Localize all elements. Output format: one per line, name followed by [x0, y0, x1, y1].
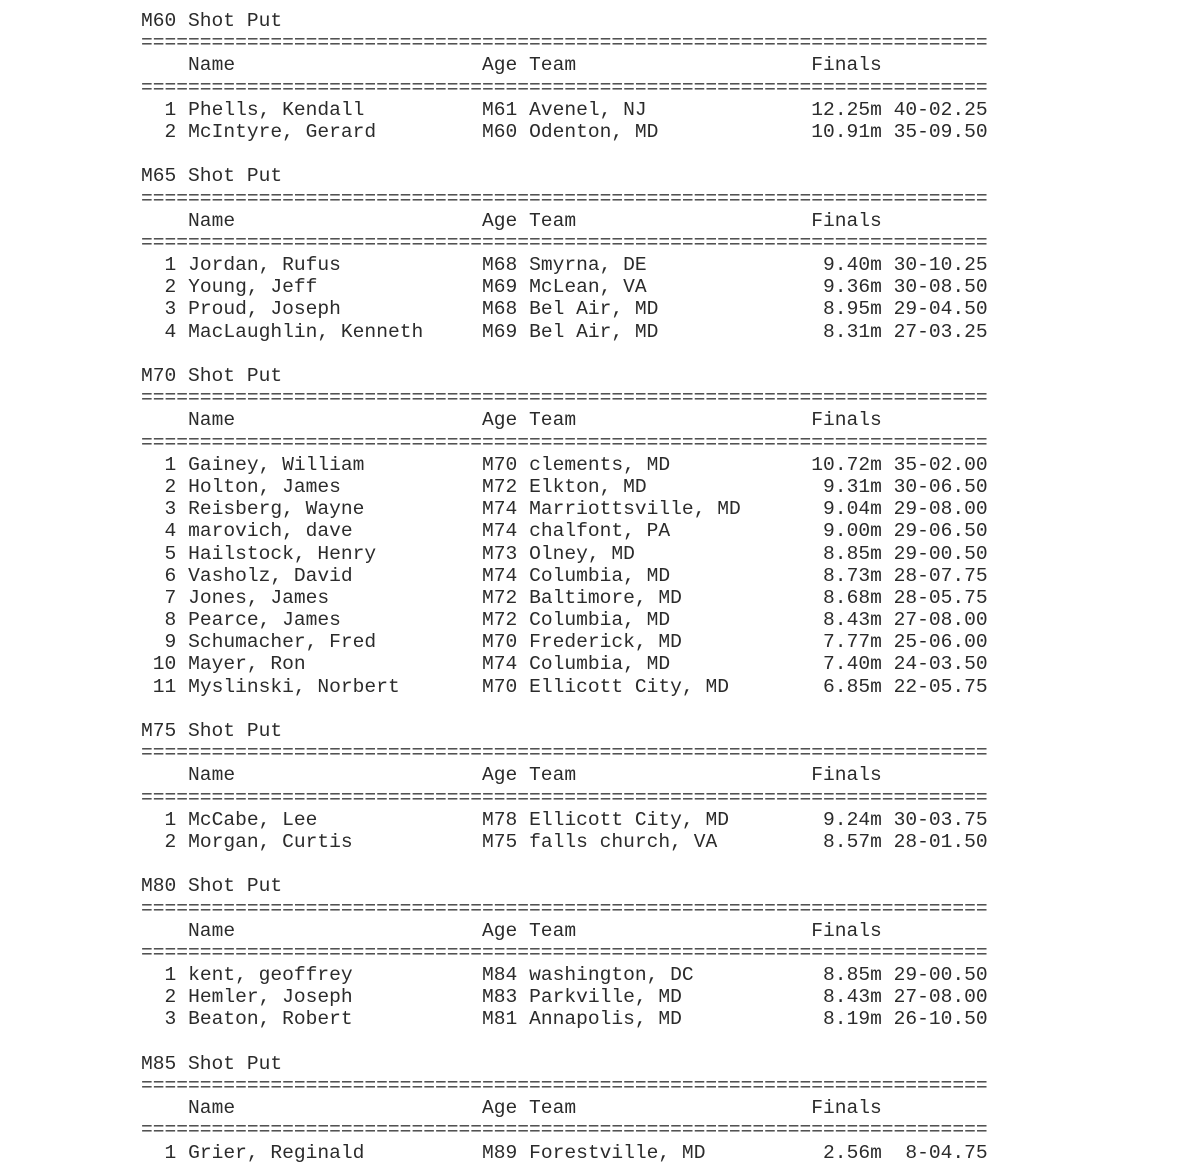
athlete-name: Young, Jeff [188, 276, 318, 299]
mark-metric: 8.43m [823, 609, 882, 632]
header-age-team: Age Team [482, 54, 577, 77]
athlete-age: M75 [482, 830, 518, 853]
event-title: M65 Shot Put [141, 165, 283, 188]
athlete-team: Parkville, MD [529, 986, 682, 1009]
result-place: 11 [152, 675, 177, 698]
athlete-age: M60 [482, 120, 518, 143]
mark-metric: 9.31m [823, 475, 882, 498]
athlete-age: M68 [482, 254, 518, 277]
mark-imperial: 29-08.00 [893, 498, 988, 521]
event-title: M60 Shot Put [141, 10, 283, 32]
athlete-team: McLean, VA [529, 276, 647, 299]
separator: ======================================================================== [141, 1075, 988, 1097]
header-name: Name [188, 409, 236, 432]
mark-imperial: 28-05.75 [893, 586, 988, 609]
athlete-age: M69 [482, 276, 518, 299]
mark-imperial: 28-07.75 [893, 564, 988, 587]
athlete-team: Bel Air, MD [529, 320, 659, 343]
athlete-name: Mayer, Ron [188, 653, 306, 676]
result-row [141, 254, 988, 276]
result-row [141, 321, 988, 343]
mark-metric: 10.72m [811, 453, 882, 476]
mark-metric: 8.19m [823, 1008, 882, 1031]
mark-metric: 9.04m [823, 498, 882, 521]
athlete-age: M68 [482, 298, 518, 321]
mark-metric: 8.85m [823, 964, 882, 987]
athlete-team: Columbia, MD [529, 609, 671, 632]
athlete-team: Forestville, MD [529, 1141, 706, 1164]
athlete-team: Elkton, MD [529, 475, 647, 498]
athlete-age: M73 [482, 542, 518, 565]
mark-imperial: 27-08.00 [893, 609, 988, 632]
athlete-name: marovich, dave [188, 520, 353, 543]
result-place: 10 [152, 653, 177, 676]
result-row [141, 498, 988, 520]
athlete-team: Baltimore, MD [529, 586, 682, 609]
athlete-age: M72 [482, 475, 518, 498]
header-age-team: Age Team [482, 409, 577, 432]
header-name: Name [188, 54, 236, 77]
athlete-team: Columbia, MD [529, 564, 671, 587]
mark-metric: 9.24m [823, 808, 882, 831]
mark-imperial: 29-00.50 [893, 542, 988, 565]
header-age-team: Age Team [482, 209, 577, 232]
blank-line [141, 343, 988, 365]
athlete-team: Ellicott City, MD [529, 808, 729, 831]
mark-imperial: 30-10.25 [893, 254, 988, 277]
result-place: 2 [164, 986, 177, 1009]
result-row [141, 276, 988, 298]
separator: ======================================================================== [141, 941, 988, 964]
mark-imperial: 29-06.50 [893, 520, 988, 543]
mark-imperial: 8-04.75 [905, 1141, 988, 1164]
result-row [141, 587, 988, 609]
header-name: Name [188, 764, 236, 787]
athlete-name: Beaton, Robert [188, 1008, 353, 1031]
result-place: 4 [164, 320, 177, 343]
result-row [141, 520, 988, 542]
result-place: 6 [164, 564, 177, 587]
mark-imperial: 29-04.50 [893, 298, 988, 321]
result-row [141, 986, 988, 1008]
athlete-team: Smyrna, DE [529, 254, 647, 277]
mark-imperial: 40-02.25 [893, 98, 988, 121]
result-row [141, 964, 988, 986]
event-title: M85 Shot Put [141, 1052, 283, 1075]
athlete-team: Ellicott City, MD [529, 675, 729, 698]
result-place: 3 [164, 498, 177, 521]
column-header [141, 54, 988, 76]
athlete-age: M72 [482, 609, 518, 632]
mark-imperial: 30-03.75 [893, 808, 988, 831]
separator: ======================================================================== [141, 187, 988, 210]
athlete-name: Hemler, Joseph [188, 986, 353, 1009]
result-row [141, 831, 988, 853]
separator: ======================================================================== [141, 742, 988, 765]
mark-imperial: 26-10.50 [893, 1008, 988, 1031]
column-header [141, 210, 988, 232]
athlete-team: Columbia, MD [529, 653, 671, 676]
athlete-age: M83 [482, 986, 518, 1009]
blank-line [141, 853, 988, 875]
results-document [141, 10, 988, 1164]
result-place: 1 [164, 1141, 177, 1164]
blank-line [141, 143, 988, 165]
mark-metric: 12.25m [811, 98, 882, 121]
result-place: 2 [164, 276, 177, 299]
result-place: 7 [164, 586, 177, 609]
mark-imperial: 27-03.25 [893, 320, 988, 343]
mark-imperial: 35-02.00 [893, 453, 988, 476]
athlete-name: McCabe, Lee [188, 808, 318, 831]
result-place: 9 [164, 631, 177, 654]
athlete-age: M69 [482, 320, 518, 343]
athlete-age: M61 [482, 98, 518, 121]
athlete-name: Schumacher, Fred [188, 631, 377, 654]
athlete-age: M74 [482, 498, 518, 521]
athlete-name: Jones, James [188, 586, 330, 609]
result-place: 4 [164, 520, 177, 543]
athlete-name: Jordan, Rufus [188, 254, 341, 277]
header-finals: Finals [811, 209, 882, 232]
mark-imperial: 25-06.00 [893, 631, 988, 654]
athlete-age: M70 [482, 675, 518, 698]
header-finals: Finals [811, 54, 882, 77]
result-place: 8 [164, 609, 177, 632]
result-row [141, 653, 988, 675]
separator: ======================================================================== [141, 32, 988, 55]
blank-line [141, 1031, 988, 1053]
separator: ======================================================================== [141, 1119, 988, 1142]
athlete-team: washington, DC [529, 964, 694, 987]
result-place: 1 [164, 453, 177, 476]
mark-metric: 8.57m [823, 830, 882, 853]
athlete-name: Vasholz, David [188, 564, 353, 587]
mark-imperial: 30-06.50 [893, 475, 988, 498]
mark-metric: 8.73m [823, 564, 882, 587]
result-row [141, 809, 988, 831]
athlete-name: Phells, Kendall [188, 98, 365, 121]
mark-metric: 9.40m [823, 254, 882, 277]
mark-metric: 8.68m [823, 586, 882, 609]
result-row [141, 99, 988, 121]
event-title: M70 Shot Put [141, 365, 283, 387]
mark-imperial: 24-03.50 [893, 653, 988, 676]
result-place: 5 [164, 542, 177, 565]
mark-metric: 9.36m [823, 276, 882, 299]
column-header [141, 920, 988, 942]
separator: ======================================================================== [141, 76, 988, 99]
event-title: M75 Shot Put [141, 720, 283, 742]
mark-metric: 6.85m [823, 675, 882, 698]
separator: ======================================================================== [141, 231, 988, 254]
header-name: Name [188, 209, 236, 232]
column-header [141, 1097, 988, 1119]
blank-line [141, 698, 988, 720]
column-header [141, 409, 988, 431]
athlete-team: Bel Air, MD [529, 298, 659, 321]
column-header [141, 764, 988, 786]
athlete-team: falls church, VA [529, 830, 718, 853]
mark-metric: 9.00m [823, 520, 882, 543]
athlete-age: M70 [482, 453, 518, 476]
mark-imperial: 28-01.50 [893, 830, 988, 853]
result-row [141, 121, 988, 143]
athlete-team: Avenel, NJ [529, 98, 647, 121]
athlete-team: clements, MD [529, 453, 671, 476]
mark-metric: 8.95m [823, 298, 882, 321]
header-finals: Finals [811, 764, 882, 787]
mark-metric: 8.85m [823, 542, 882, 565]
separator: ======================================================================== [141, 387, 988, 410]
mark-imperial: 35-09.50 [893, 120, 988, 143]
athlete-name: Holton, James [188, 475, 341, 498]
header-finals: Finals [811, 919, 882, 942]
result-row [141, 631, 988, 653]
athlete-name: Myslinski, Norbert [188, 675, 400, 698]
result-place: 1 [164, 964, 177, 987]
athlete-name: Pearce, James [188, 609, 341, 632]
athlete-age: M70 [482, 631, 518, 654]
separator: ======================================================================== [141, 897, 988, 920]
result-place: 2 [164, 830, 177, 853]
result-place: 3 [164, 1008, 177, 1031]
separator: ======================================================================== [141, 786, 988, 809]
result-row [141, 476, 988, 498]
header-finals: Finals [811, 409, 882, 432]
athlete-name: Hailstock, Henry [188, 542, 377, 565]
athlete-age: M89 [482, 1141, 518, 1164]
athlete-age: M72 [482, 586, 518, 609]
athlete-age: M84 [482, 964, 518, 987]
mark-metric: 7.77m [823, 631, 882, 654]
result-place: 2 [164, 475, 177, 498]
result-place: 1 [164, 808, 177, 831]
athlete-team: Odenton, MD [529, 120, 659, 143]
result-place: 1 [164, 98, 177, 121]
result-row [141, 454, 988, 476]
mark-imperial: 22-05.75 [893, 675, 988, 698]
mark-metric: 8.31m [823, 320, 882, 343]
athlete-name: MacLaughlin, Kenneth [188, 320, 424, 343]
mark-metric: 8.43m [823, 986, 882, 1009]
athlete-name: Morgan, Curtis [188, 830, 353, 853]
athlete-age: M74 [482, 653, 518, 676]
athlete-team: Olney, MD [529, 542, 635, 565]
result-row [141, 298, 988, 320]
athlete-name: Grier, Reginald [188, 1141, 365, 1164]
result-row [141, 1142, 988, 1164]
header-age-team: Age Team [482, 919, 577, 942]
athlete-age: M81 [482, 1008, 518, 1031]
mark-imperial: 29-00.50 [893, 964, 988, 987]
athlete-name: Proud, Joseph [188, 298, 341, 321]
header-name: Name [188, 1097, 236, 1120]
athlete-team: Frederick, MD [529, 631, 682, 654]
header-finals: Finals [811, 1097, 882, 1120]
result-row [141, 676, 988, 698]
athlete-age: M74 [482, 564, 518, 587]
result-row [141, 609, 988, 631]
athlete-team: chalfont, PA [529, 520, 671, 543]
mark-metric: 2.56m [823, 1141, 882, 1164]
separator: ======================================================================== [141, 431, 988, 454]
mark-imperial: 27-08.00 [893, 986, 988, 1009]
athlete-age: M74 [482, 520, 518, 543]
mark-metric: 10.91m [811, 120, 882, 143]
event-title: M80 Shot Put [141, 875, 283, 898]
result-place: 2 [164, 120, 177, 143]
mark-metric: 7.40m [823, 653, 882, 676]
athlete-team: Annapolis, MD [529, 1008, 682, 1031]
result-row [141, 565, 988, 587]
result-row [141, 1008, 988, 1030]
mark-imperial: 30-08.50 [893, 276, 988, 299]
result-row [141, 543, 988, 565]
athlete-name: Reisberg, Wayne [188, 498, 365, 521]
header-age-team: Age Team [482, 764, 577, 787]
header-name: Name [188, 919, 236, 942]
result-place: 3 [164, 298, 177, 321]
athlete-age: M78 [482, 808, 518, 831]
athlete-team: Marriottsville, MD [529, 498, 741, 521]
result-place: 1 [164, 254, 177, 277]
athlete-name: kent, geoffrey [188, 964, 353, 987]
header-age-team: Age Team [482, 1097, 577, 1120]
athlete-name: Gainey, William [188, 453, 365, 476]
athlete-name: McIntyre, Gerard [188, 120, 377, 143]
